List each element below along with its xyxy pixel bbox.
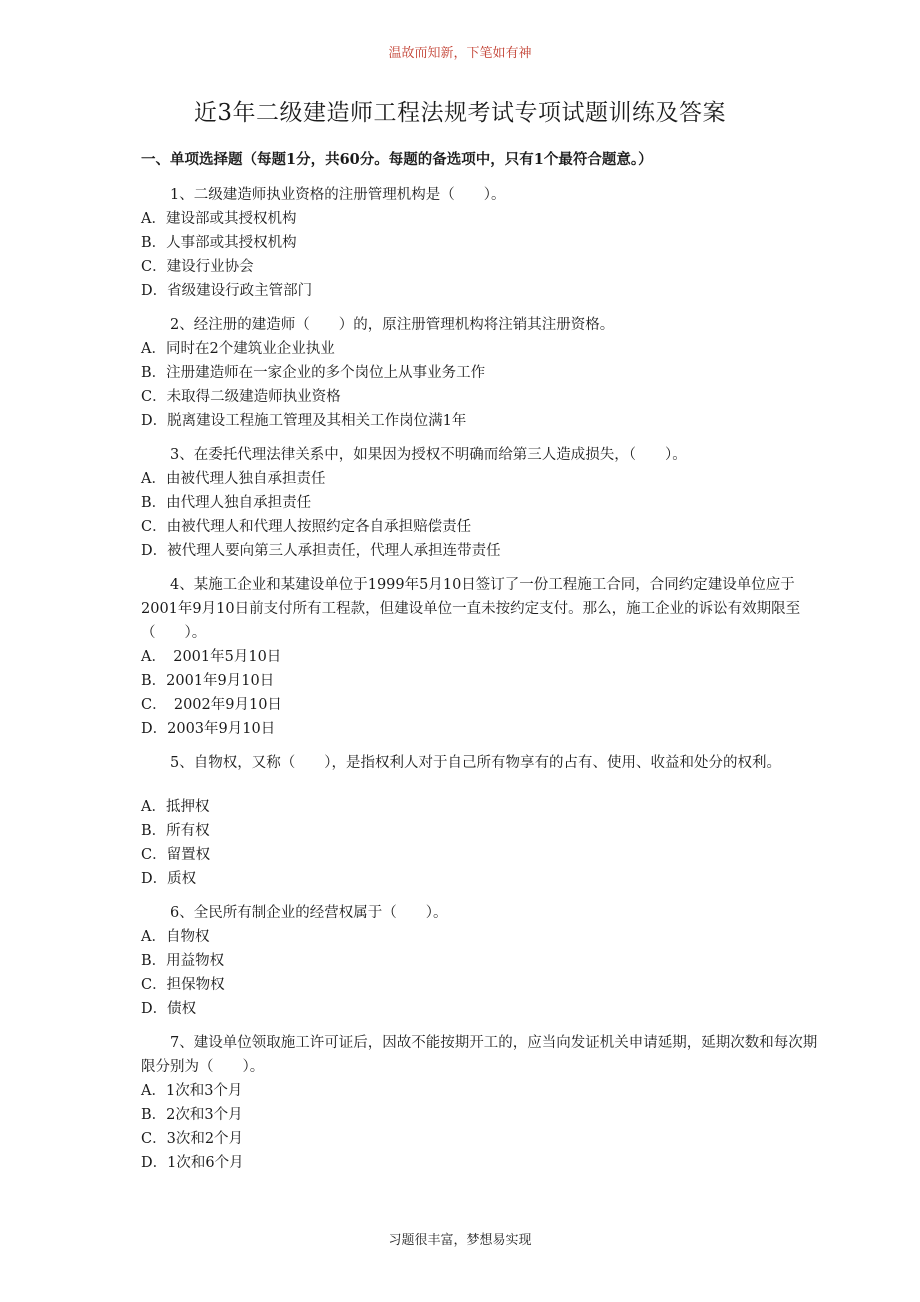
question-stem: 2、经注册的建造师（ ）的，原注册管理机构将注销其注册资格。 bbox=[170, 317, 615, 333]
option-b: B．2次和3个月 bbox=[141, 1107, 243, 1123]
option-d: D．2003年9月10日 bbox=[141, 721, 276, 737]
question-stem: 7、建设单位领取施工许可证后，因故不能按期开工的，应当向发证机关申请延期，延期次数和每次期限分别为（ ）。 bbox=[141, 1035, 818, 1075]
question-stem: 1、二级建造师执业资格的注册管理机构是（ ）。 bbox=[170, 187, 506, 203]
question-2 bbox=[141, 313, 821, 433]
option-a: A．1次和3个月 bbox=[141, 1083, 243, 1099]
question-stem: 4、某施工企业和某建设单位于1999年5月10日签订了一份工程施工合同，合同约定建设单位应于2001年9月10日前支付所有工程款，但建设单位一直未按约定支付。那么，施工企业的诉讼有效期限至（ ）。 bbox=[141, 577, 801, 641]
question-7 bbox=[141, 1031, 821, 1175]
option-a: A．抵押权 bbox=[141, 799, 210, 815]
option-c: C．留置权 bbox=[141, 847, 211, 863]
question-3 bbox=[141, 443, 821, 563]
document-title: 近3年二级建造师工程法规考试专项试题训练及答案 bbox=[193, 100, 727, 126]
option-d: D．脱离建设工程施工管理及其相关工作岗位满1年 bbox=[141, 413, 467, 429]
option-d: D．债权 bbox=[141, 1001, 197, 1017]
option-b: B．用益物权 bbox=[141, 953, 225, 969]
question-stem: 5、自物权，又称（ ），是指权利人对于自己所有物享有的占有、使用、收益和处分的权利。 bbox=[170, 755, 781, 771]
option-c: C．3次和2个月 bbox=[141, 1131, 244, 1147]
question-1 bbox=[141, 183, 821, 303]
option-a: A．自物权 bbox=[141, 929, 210, 945]
option-b: B．所有权 bbox=[141, 823, 210, 839]
footer-slogan: 习题很丰富，梦想易实现 bbox=[388, 1233, 532, 1248]
section-title: 一、单项选择题（每题1分，共60分。每题的备选项中，只有1个最符合题意。） bbox=[141, 151, 653, 168]
option-b: B．注册建造师在一家企业的多个岗位上从事业务工作 bbox=[141, 365, 486, 381]
option-d: D．1次和6个月 bbox=[141, 1155, 244, 1171]
question-6 bbox=[141, 901, 821, 1021]
question-stem: 3、在委托代理法律关系中，如果因为授权不明确而给第三人造成损失，（ ）。 bbox=[170, 447, 687, 463]
option-d: D．被代理人要向第三人承担责任，代理人承担连带责任 bbox=[141, 543, 501, 559]
option-a: A．由被代理人独自承担责任 bbox=[141, 471, 326, 487]
option-b: B．2001年9月10日 bbox=[141, 673, 275, 689]
option-b: B．人事部或其授权机构 bbox=[141, 235, 297, 251]
question-5 bbox=[141, 751, 821, 891]
option-d: D．质权 bbox=[141, 871, 197, 887]
option-c: C． 2002年9月10日 bbox=[141, 697, 282, 713]
option-a: A．建设部或其授权机构 bbox=[141, 211, 297, 227]
option-c: C．建设行业协会 bbox=[141, 259, 254, 275]
option-d: D．省级建设行政主管部门 bbox=[141, 283, 313, 299]
question-4 bbox=[141, 573, 821, 741]
option-a: A．同时在2个建筑业企业执业 bbox=[141, 341, 335, 357]
question-stem: 6、全民所有制企业的经营权属于（ ）。 bbox=[170, 905, 448, 921]
document-body bbox=[141, 148, 821, 1185]
header-motto: 温故而知新，下笔如有神 bbox=[388, 46, 532, 61]
option-a: A． 2001年5月10日 bbox=[141, 649, 282, 665]
option-c: C．未取得二级建造师执业资格 bbox=[141, 389, 341, 405]
option-c: C．担保物权 bbox=[141, 977, 225, 993]
option-b: B．由代理人独自承担责任 bbox=[141, 495, 312, 511]
option-c: C．由被代理人和代理人按照约定各自承担赔偿责任 bbox=[141, 519, 472, 535]
